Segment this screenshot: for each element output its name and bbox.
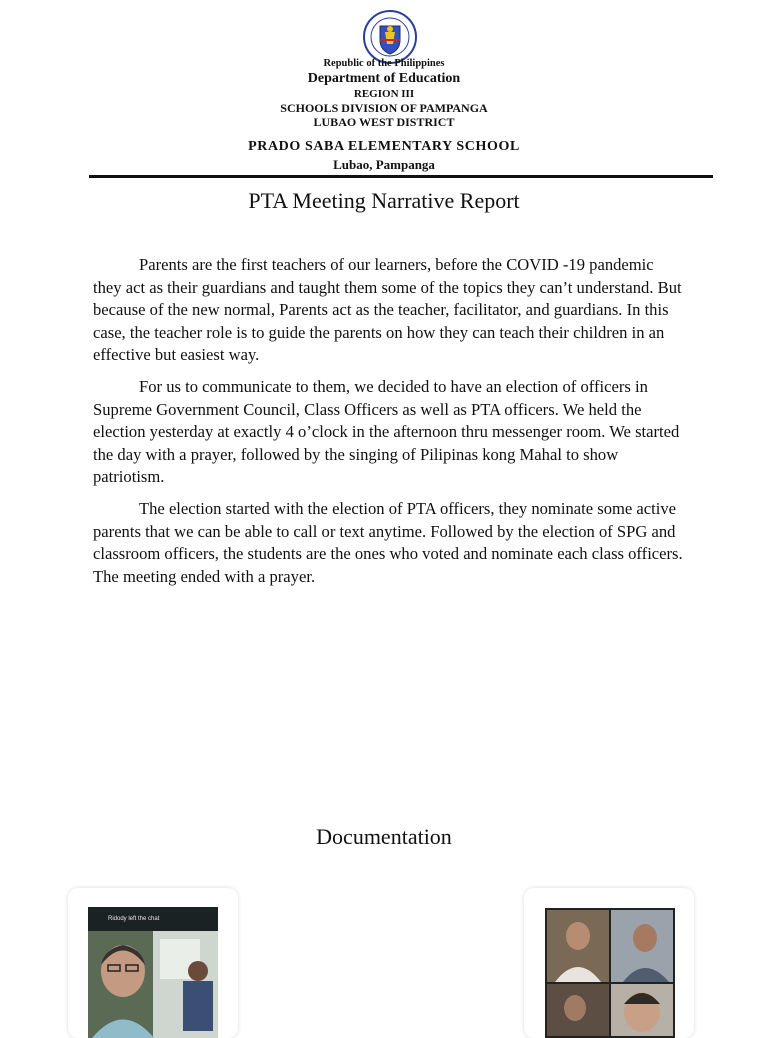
paragraph-2: For us to communicate to them, we decided to have an election of officers in Supreme Government Council, Class Officers as well as PTA officers. We held the election yesterday at exactly 4 o’clock in the afternoon thru messenger room. We started the day with a prayer, followed by the singing of Pilipinas kong Mahal to show patriotism. [93,376,680,487]
video-call-photo-1 [88,907,218,1038]
report-body [93,254,683,597]
paragraph-1: Parents are the first teachers of our learners, before the COVID -19 pandemic they act as their guardians and taught them some of the topics they can’t understand. But because of the new normal, Parents act as the teacher, facilitator, and guardians. In this case, the teacher role is to guide the parents on how they can teach their children in an effective but easiest way. [93,255,682,365]
report-title: PTA Meeting Narrative Report [248,188,520,213]
school-location: Lubao, Pampanga [333,157,435,172]
header-divider [89,175,713,178]
photo-card-2 [524,888,694,1038]
paragraph-3: The election started with the election of PTA officers, they nominate some active parents that we can be able to call or text anytime. Followed by the election of SPG and classroom officers, the students are the ones who voted and nominate each class officers. The meeting ended with a prayer. [93,498,683,586]
photo-card-1 [68,888,238,1038]
division-line: SCHOOLS DIVISION OF PAMPANGA [280,101,488,115]
region-line: REGION III [353,88,415,100]
deped-seal-icon [363,10,417,64]
video-call-photo-2 [545,908,675,1038]
republic-line: Republic of the Philippines [323,58,445,69]
district-line: LUBAO WEST DISTRICT [313,115,455,129]
participant-grid-image [545,908,675,1038]
participant-woman-image [88,931,218,1038]
school-name: PRADO SABA ELEMENTARY SCHOOL [248,139,520,154]
chat-notification [88,907,218,931]
chat-notification-text: Ridody left the chat [108,916,160,922]
department-line: Department of Education [307,71,461,86]
documentation-title: Documentation [316,824,452,849]
